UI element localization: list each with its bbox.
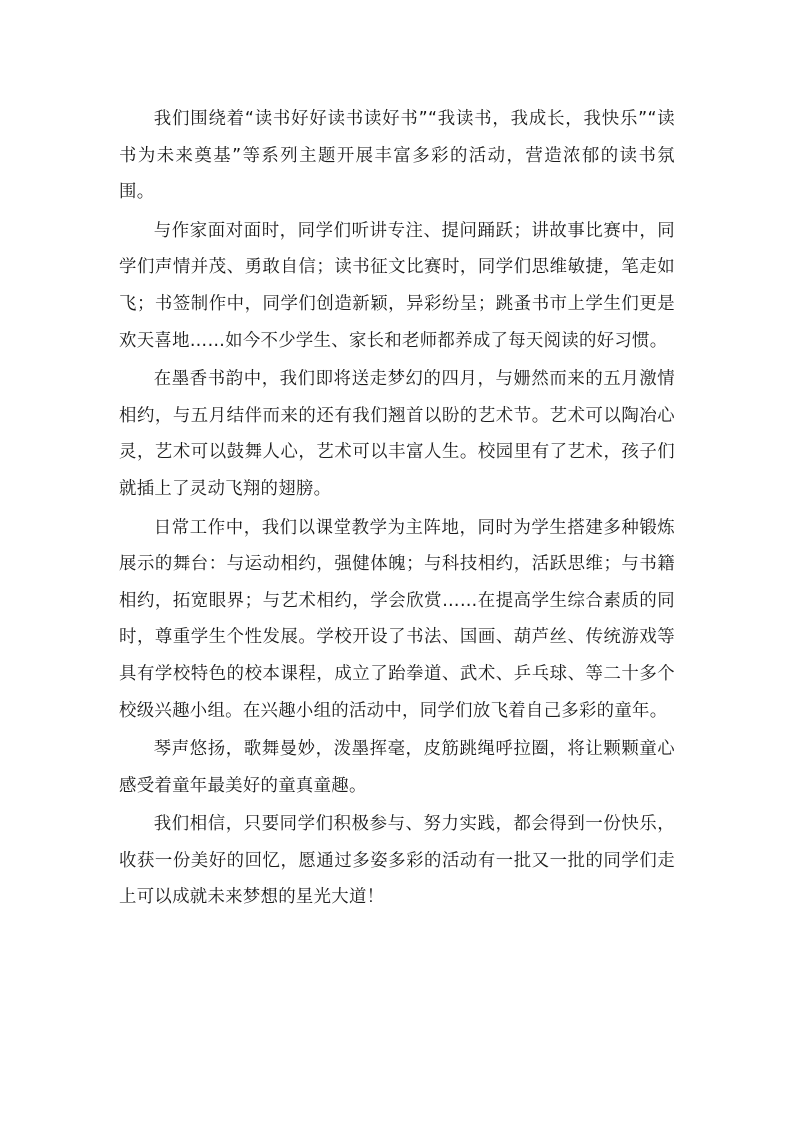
paragraph-childhood-fun: 琴声悠扬，歌舞曼妙，泼墨挥毫，皮筋跳绳呼拉圈，将让颗颗童心感受着童年最美好的童真童趣。 <box>119 739 675 796</box>
paragraph-daily-work: 日常工作中，我们以课堂教学为主阵地，同时为学生搭建多种锻炼展示的舞台：与运动相约，强健体魄；与科技相约，活跃思维；与书籍相约，拓宽眼界；与艺术相约，学会欣赏……在提高学生综合素质的同时，尊重学生个性发展。学校开设了书法、国画、葫芦丝、传统游戏等具有学校特色的校本课程，成立了跆拳道、武术、乒乓球、等二十多个校级兴趣小组。在兴趣小组的活动中，同学们放飞着自己多彩的童年。 <box>119 517 675 721</box>
paragraph-conclusion: 我们相信，只要同学们积极参与、努力实践，都会得到一份快乐，收获一份美好的回忆，愿通过多姿多彩的活动有一批又一批的同学们走上可以成就未来梦想的星光大道！ <box>119 814 675 908</box>
paragraph-student-performance: 与作家面对面时，同学们听讲专注、提问踊跃；讲故事比赛中，同学们声情并茂、勇敢自信；读书征文比赛时，同学们思维敏捷，笔走如飞；书签制作中，同学们创造新颖，异彩纷呈；跳蚤书市上学生们更是欢天喜地……如今不少学生、家长和老师都养成了每天阅读的好习惯。 <box>119 220 675 351</box>
document-body <box>119 101 675 916</box>
paragraph-art-festival: 在墨香书韵中，我们即将送走梦幻的四月，与姗然而来的五月激情相约，与五月结伴而来的还有我们翘首以盼的艺术节。艺术可以陶冶心灵，艺术可以鼓舞人心，艺术可以丰富人生。校园里有了艺术，孩子们就插上了灵动飞翔的翅膀。 <box>119 369 675 499</box>
paragraph-reading-activities: 我们围绕着“读书好好读书读好书”“我读书，我成长，我快乐”“读书为未来奠基”等系列主题开展丰富多彩的活动，营造浓郁的读书氛围。 <box>119 109 675 203</box>
